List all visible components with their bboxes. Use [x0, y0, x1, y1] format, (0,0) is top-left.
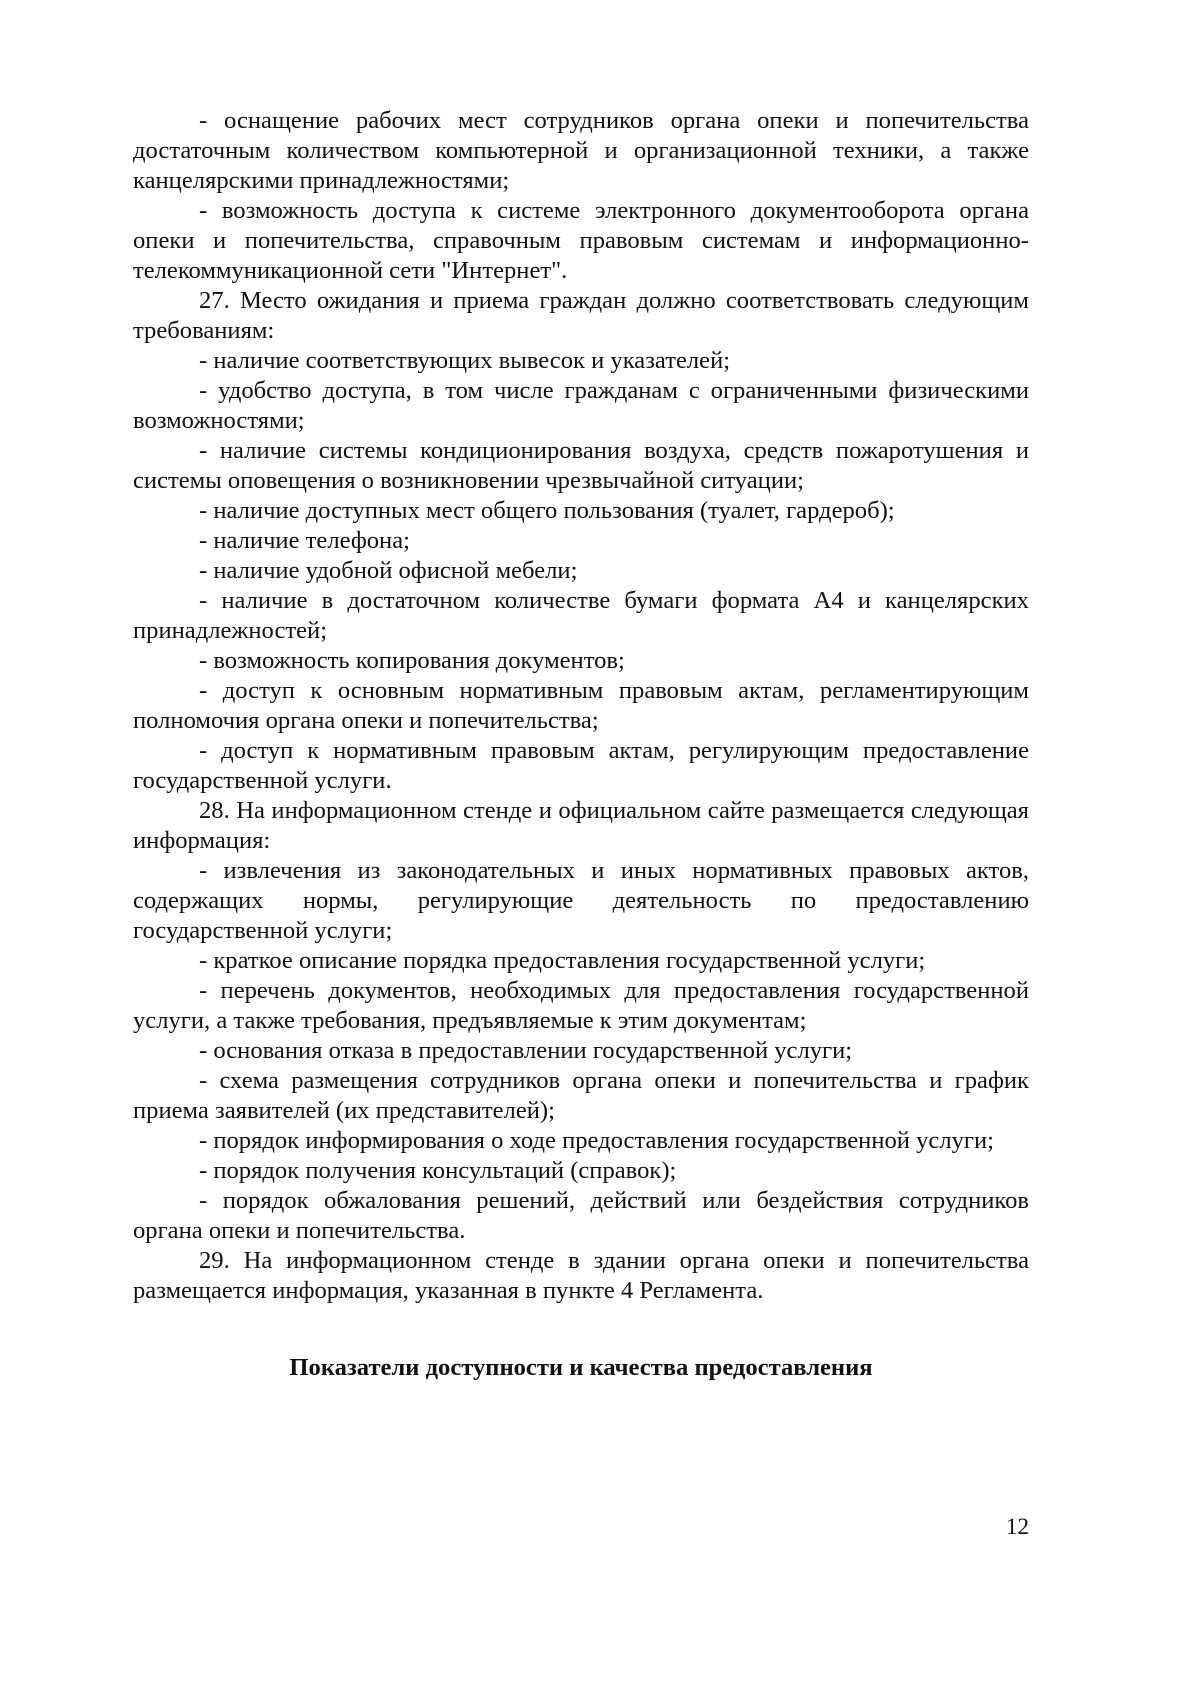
paragraph-procedure-description: - краткое описание порядка предоставления государственной услуги; [199, 947, 926, 974]
paragraph-paper-supplies: - наличие в достаточном количестве бумаги формата А4 и канцелярских принадлежностей; [133, 587, 1029, 644]
paragraph-accessibility: - удобство доступа, в том числе гражданам с ограниченными физическими возможностями; [133, 377, 1029, 434]
paragraph-item-29: 29. На информационном стенде в здании органа опеки и попечительства размещается информация, указанная в пункте 4 Регламента. [133, 1247, 1029, 1304]
paragraph-public-places: - наличие доступных мест общего пользования (туалет, гардероб); [199, 497, 895, 524]
paragraph-progress-info: - порядок информирования о ходе предоставления государственной услуги; [199, 1127, 994, 1154]
paragraph-telephone: - наличие телефона; [199, 527, 410, 554]
paragraph-workplace-equipment: - оснащение рабочих мест сотрудников органа опеки и попечительства достаточным количеством компьютерной и организационной техники, а также канцелярскими принадлежностями; [133, 107, 1029, 194]
paragraph-system-access: - возможность доступа к системе электронного документооборота органа опеки и попечительства, справочным правовым системам и информационно-телекоммуникационной сети "Интернет". [133, 197, 1029, 284]
paragraph-furniture: - наличие удобной офисной мебели; [199, 557, 578, 584]
paragraph-refusal-grounds: - основания отказа в предоставлении государственной услуги; [199, 1037, 853, 1064]
paragraph-staff-schedule: - схема размещения сотрудников органа опеки и попечительства и график приема заявителей (их представителей); [133, 1067, 1029, 1124]
paragraph-air-conditioning: - наличие системы кондиционирования воздуха, средств пожаротушения и системы оповещения о возникновении чрезвычайной ситуации; [133, 437, 1029, 494]
paragraph-extracts: - извлечения из законодательных и иных нормативных правовых актов, содержащих нормы, регулирующие деятельность по предоставлению государственной услуги; [133, 857, 1029, 944]
paragraph-item-27: 27. Место ожидания и приема граждан должно соответствовать следующим требованиям: [133, 287, 1029, 344]
paragraph-item-28: 28. На информационном стенде и официальном сайте размещается следующая информация: [133, 797, 1029, 854]
paragraph-appeals: - порядок обжалования решений, действий или бездействия сотрудников органа опеки и попечительства. [133, 1187, 1029, 1244]
paragraph-regulatory-acts-service: - доступ к нормативным правовым актам, регулирующим предоставление государственной услуги. [133, 737, 1029, 794]
section-heading: Показатели доступности и качества предоставления [289, 1354, 873, 1381]
paragraph-regulatory-acts-authority: - доступ к основным нормативным правовым актам, регламентирующим полномочия органа опеки и попечительства; [133, 677, 1029, 734]
paragraph-signs: - наличие соответствующих вывесок и указателей; [199, 347, 731, 374]
paragraph-copying: - возможность копирования документов; [199, 647, 625, 674]
page-number: 12 [1006, 1514, 1029, 1539]
paragraph-document-list: - перечень документов, необходимых для предоставления государственной услуги, а также требования, предъявляемые к этим документам; [133, 977, 1029, 1034]
document-body [133, 106, 1029, 1383]
paragraph-consultations: - порядок получения консультаций (справок); [199, 1157, 677, 1184]
